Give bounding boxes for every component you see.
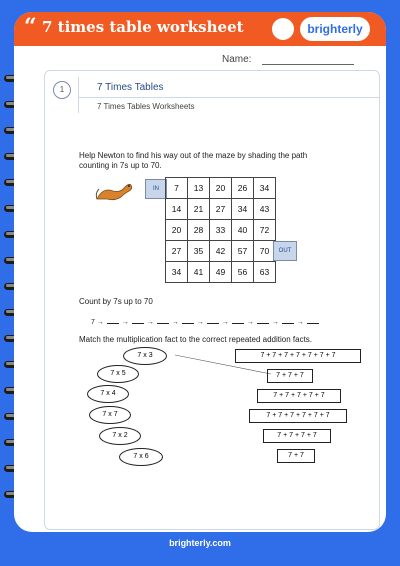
section-title: 7 Times Tables xyxy=(97,82,164,93)
maze-cell[interactable]: 63 xyxy=(254,262,276,283)
maze-cell[interactable]: 14 xyxy=(166,199,188,220)
match-instruction: Match the multiplication fact to the correct repeated addition facts. xyxy=(79,335,313,344)
multiplication-oval[interactable]: 7 x 6 xyxy=(119,448,163,466)
multiplication-oval[interactable]: 7 x 7 xyxy=(89,406,131,424)
name-label: Name: xyxy=(222,54,252,65)
maze-cell[interactable]: 33 xyxy=(210,220,232,241)
logo-text: brighterly xyxy=(307,22,363,36)
arrow-icon: → xyxy=(171,319,179,326)
addition-box[interactable]: 7 + 7 + 7 + 7 + 7 xyxy=(257,389,341,403)
maze-out-label: OUT xyxy=(273,241,297,261)
multiplication-oval[interactable]: 7 x 4 xyxy=(87,385,129,403)
section-subtitle: 7 Times Tables Worksheets xyxy=(97,102,195,111)
worksheet-page xyxy=(14,12,386,532)
addition-box[interactable]: 7 + 7 xyxy=(277,449,315,463)
maze-cell[interactable]: 28 xyxy=(188,220,210,241)
header-bar xyxy=(14,12,386,46)
maze-cell[interactable]: 27 xyxy=(210,199,232,220)
maze-in-label: IN xyxy=(145,179,167,199)
arrow-icon: → xyxy=(296,319,304,326)
addition-box[interactable]: 7 + 7 + 7 + 7 xyxy=(263,429,331,443)
maze-cell[interactable]: 20 xyxy=(210,178,232,199)
maze-cell[interactable]: 56 xyxy=(232,262,254,283)
addition-box[interactable]: 7 + 7 + 7 xyxy=(267,369,313,383)
maze-instruction-line2: counting in 7s up to 70. xyxy=(79,161,162,170)
header-circle-icon xyxy=(272,18,294,40)
maze-cell[interactable]: 49 xyxy=(210,262,232,283)
arrow-icon: → xyxy=(246,319,254,326)
multiplication-oval[interactable]: 7 x 3 xyxy=(123,347,167,365)
section-number: 1 xyxy=(53,81,71,99)
multiplication-oval[interactable]: 7 x 2 xyxy=(99,427,141,445)
maze-cell[interactable]: 72 xyxy=(254,220,276,241)
maze-cell[interactable]: 27 xyxy=(166,241,188,262)
maze-cell[interactable]: 20 xyxy=(166,220,188,241)
maze-cell[interactable]: 34 xyxy=(232,199,254,220)
arrow-icon: → xyxy=(196,319,204,326)
maze-cell[interactable]: 26 xyxy=(232,178,254,199)
addition-box[interactable]: 7 + 7 + 7 + 7 + 7 + 7 + 7 xyxy=(235,349,361,363)
count-instruction: Count by 7s up to 70 xyxy=(79,297,153,306)
arrow-icon: → xyxy=(221,319,229,326)
maze-cell[interactable]: 7 xyxy=(166,178,188,199)
worksheet-content xyxy=(44,70,380,530)
maze-cell[interactable]: 43 xyxy=(254,199,276,220)
maze-cell[interactable]: 35 xyxy=(188,241,210,262)
maze-instruction-line1: Help Newton to find his way out of the maze by shading the path xyxy=(79,151,308,160)
match-line xyxy=(45,71,379,529)
footer-url[interactable]: brighterly.com xyxy=(169,538,231,548)
arrow-icon: → xyxy=(121,319,129,326)
maze-cell[interactable]: 40 xyxy=(232,220,254,241)
maze-cell[interactable]: 70 xyxy=(254,241,276,262)
addition-box[interactable]: 7 + 7 + 7 + 7 + 7 + 7 xyxy=(249,409,347,423)
maze-cell[interactable]: 34 xyxy=(254,178,276,199)
maze-cell[interactable]: 21 xyxy=(188,199,210,220)
multiplication-oval[interactable]: 7 x 5 xyxy=(97,365,139,383)
brighterly-logo[interactable] xyxy=(300,17,370,41)
arrow-icon: → xyxy=(146,319,154,326)
maze-cell[interactable]: 13 xyxy=(188,178,210,199)
maze-cell[interactable]: 42 xyxy=(210,241,232,262)
arrow-icon: → xyxy=(96,319,104,326)
quote-mark: “ xyxy=(24,14,37,40)
name-field[interactable] xyxy=(262,64,354,65)
arrow-icon: → xyxy=(271,319,279,326)
page-title: 7 times table worksheet xyxy=(42,18,244,36)
maze-cell[interactable]: 57 xyxy=(232,241,254,262)
count-start: 7 xyxy=(91,319,95,326)
maze-cell[interactable]: 34 xyxy=(166,262,188,283)
maze-cell[interactable]: 41 xyxy=(188,262,210,283)
